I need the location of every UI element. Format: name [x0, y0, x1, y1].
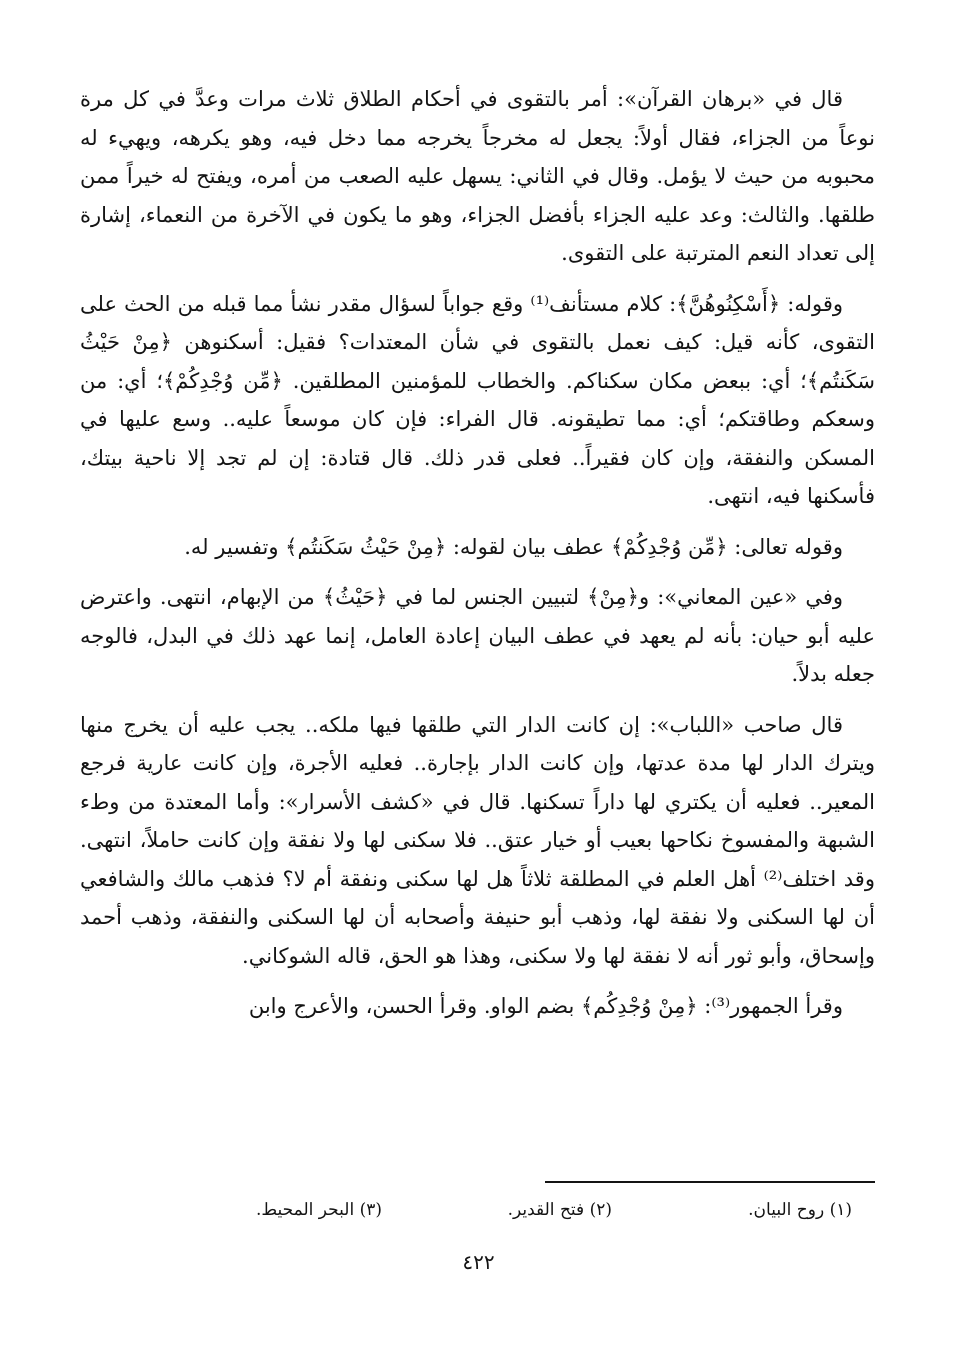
footnote-1: (١) روح البيان. — [748, 1200, 852, 1220]
footnote-2: (٢) فتح القدير. — [507, 1200, 612, 1220]
paragraph-qiraat: وقرأ الجمهور⁽³⁾: ﴿مِنْ وُجْدِكُم﴾ بضم الواو. وقرأ الحسن، والأعرج وابن — [248, 994, 843, 1018]
paragraph-ayn-al-maani: وفي «عين المعاني»: و﴿مِنْ﴾ لتبيين الجنس لما في ﴿حَيْثُ﴾ من الإبهام، انتهى. واعترض عليه أبو حيان: بأنه لم يعهد في عطف البيان إعادة العامل، إنما عهد ذلك في البدل، فالوجه جعله بدلاً. — [80, 585, 875, 686]
paragraph-atf-bayan: وقوله تعالى: ﴿مِّن وُجْدِكُمْ﴾ عطف بيان لقوله: ﴿مِنْ حَيْثُ سَكَنتُم﴾ وتفسير له. — [184, 534, 843, 559]
paragraph-burhan-al-quran: قال في «برهان القرآن»: أمر بالتقوى في أحكام الطلاق ثلاث مرات وعدَّ في كل مرة نوعاً من الجزاء، فقال أولاً: يجعل له مخرجاً يخرجه مما دخل فيه، وهو يكرهه، ويهيء له محبوبه من حيث لا يؤمل. وقال في الثاني: يسهل عليه الصعب من أمره، ويفتح له خيراً ممن طلقها. والثالث: وعد عليه الجزاء بأفضل الجزاء، وهو ما يكون في الآخرة من النعماء، إشارة إلى تعداد النعم المترتبة على التقوى. — [80, 87, 876, 265]
footnote-3: (٣) البحر المحيط. — [256, 1200, 382, 1220]
paragraph-al-lubab: قال صاحب «اللباب»: إن كانت الدار التي طلقها فيها ملكه.. يجب عليه أن يخرج منها ويترك الدار لها مدة عدتها، وإن كانت الدار بإجارة.. فعليه الأجرة، وإن كانت عارية فرجع المعير.. فعليه أن يكتري لها داراً تسكنها. قال في «كشف الأسرار»: وأما المعتدة من وطء الشبهة والمفسوخ نكاحها بعيب أو خيار عتق.. فلا سكنى لها ولا نفقة وإن كانت حاملاً، انتهى. وقد اختلف⁽²⁾ أهل العلم في المطلقة ثلاثاً هل لها سكنى ونفقة أم لا؟ فذهب مالك والشافعي أن لها السكنى ولا نفقة لها، وذهب أبو حنيفة وأصحابه أن لها السكنى والنفقة، وذهب أحمد وإسحاق، وأبو ثور أنه لا نفقة لها ولا سكنى، وهذا هو الحق، قاله الشوكاني. — [80, 712, 875, 968]
paragraph-askinuhunna: وقوله: ﴿أَسْكِنُوهُنَّ﴾: كلام مستأنف⁽¹⁾ وقع جواباً لسؤال مقدر نشأ مما قبله من الحث على التقوى، كأنه قيل: كيف نعمل بالتقوى في شأن المعتدات؟ فقيل: أسكنوهن ﴿مِنْ حَيْثُ سَكَنتُم﴾؛ أي: ببعض مكان سكناكم. والخطاب للمؤمنين المطلقين. ﴿مِّن وُجْدِكُمْ﴾؛ أي: من وسعكم وطاقتكم؛ أي: مما تطيقونه. قال الفراء: فإن كان موسعاً عليه.. وسع عليها في المسكن والنفقة، وإن كان فقيراً.. فعلى قدر ذلك. قال قتادة: إن لم تجد إلا ناحية بيتك، فأسكنها فيه، انتهى. — [80, 291, 875, 508]
footnotes — [92, 1196, 852, 1224]
footnote-divider — [545, 1181, 875, 1183]
page-number: ٤٢٢ — [462, 1250, 495, 1274]
page-body — [80, 80, 875, 1038]
